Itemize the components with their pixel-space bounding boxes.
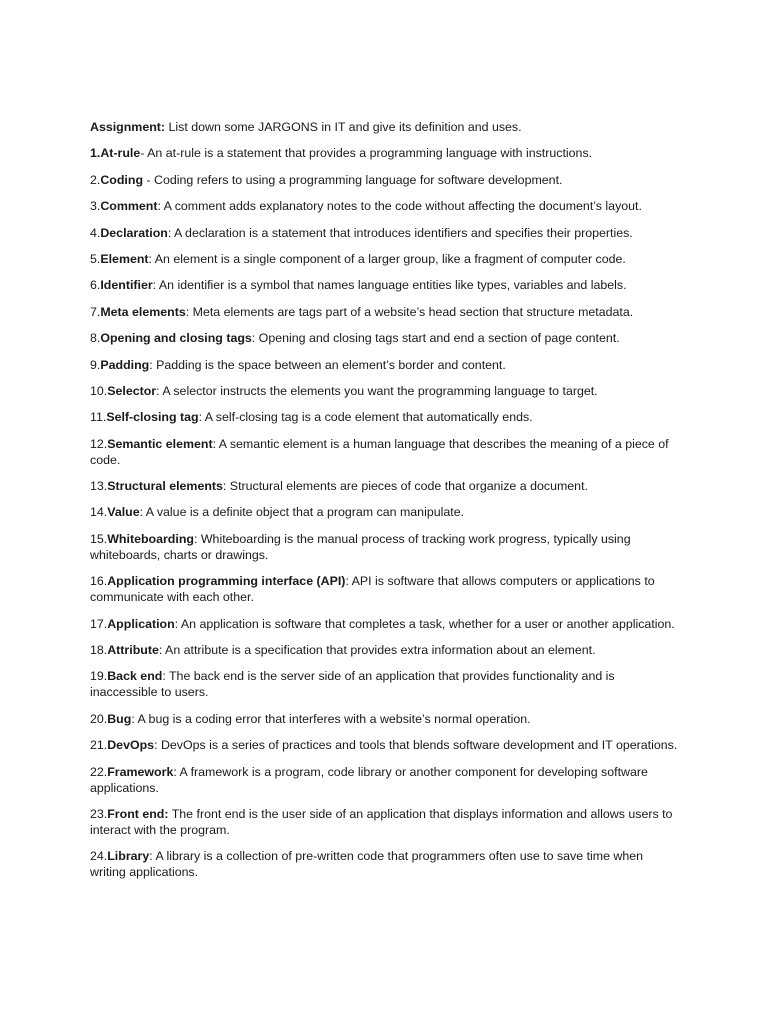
item-number: 2. [90,172,101,187]
item-number: 17. [90,616,108,631]
item-definition: : A library is a collection of pre-written code that programmers often use to save time when writing applications. [90,849,644,880]
jargon-item-15 [90,531,680,563]
jargon-item-14 [90,504,680,520]
jargon-item-4 [90,225,680,241]
jargon-item-5 [90,251,680,267]
item-number: 7. [90,304,101,319]
item-number: 16. [90,574,108,589]
item-term: Opening and closing tags [100,331,252,346]
jargon-item-8 [90,330,680,346]
item-number: 21. [90,738,108,753]
jargon-item-6 [90,277,680,293]
item-number: 11. [90,410,107,425]
jargon-item-13 [90,478,680,494]
item-term: At-rule [100,146,141,161]
item-number: 3. [90,199,101,214]
item-definition: : A declaration is a statement that introduces identifiers and specifies their properties. [167,225,633,240]
item-term: Bug [107,711,132,726]
item-number: 19. [90,669,108,684]
item-term: Attribute [107,643,159,658]
jargon-item-23 [90,806,680,838]
jargon-item-3 [90,198,680,214]
item-definition: : A semantic element is a human language that describes the meaning of a piece of code. [90,436,669,467]
jargon-item-9 [90,357,680,373]
jargon-item-12 [90,436,680,468]
assignment-label: Assignment: [90,120,166,134]
item-term: Semantic element [107,436,213,451]
item-term: Selector [107,383,157,398]
item-number: 10. [90,383,108,398]
item-definition: : Whiteboarding is the manual process of tracking work progress, typically using whiteboards, charts or drawings. [90,531,631,562]
item-definition: : An identifier is a symbol that names language entities like types, variables and labels. [152,278,627,293]
item-term: DevOps [107,738,155,753]
item-definition: : A framework is a program, code library or another component for developing software applications. [90,764,648,795]
assignment-line [90,119,680,135]
jargon-item-7 [90,304,680,320]
item-definition: : An element is a single component of a larger group, like a fragment of computer code. [148,251,626,266]
item-definition: The front end is the user side of an application that displays information and allows users to interact with the program. [90,806,673,837]
item-definition: : API is software that allows computers or applications to communicate with each other. [90,574,655,605]
assignment-text: List down some JARGONS in IT and give its definition and uses. [165,120,522,134]
item-term: Library [107,849,150,864]
item-number: 18. [90,643,108,658]
item-definition: : An application is software that completes a task, whether for a user or another application. [174,616,675,631]
jargon-item-11 [90,409,680,425]
item-term: Application [107,616,175,631]
item-term: Padding [100,357,150,372]
item-term: Framework [107,764,174,779]
item-number: 14. [90,505,108,520]
item-definition: : An attribute is a specification that provides extra information about an element. [158,643,596,658]
jargon-item-2 [90,172,680,188]
item-number: 13. [90,479,108,494]
item-term: Comment [100,199,158,214]
jargon-item-1 [90,145,680,161]
jargon-item-21 [90,737,680,753]
jargon-item-19 [90,668,680,700]
item-number: 22. [90,764,108,779]
item-definition: : Padding is the space between an element’s border and content. [149,357,506,372]
item-definition: : A comment adds explanatory notes to the code without affecting the document’s layout. [157,199,642,214]
item-term: Meta elements [100,304,186,319]
item-definition: : DevOps is a series of practices and tools that blends software development and IT operations. [154,738,678,753]
item-term: Declaration [100,225,168,240]
item-term: Front end: [107,806,169,821]
jargon-item-16 [90,573,680,605]
item-term: Whiteboarding [107,531,194,546]
jargon-item-10 [90,383,680,399]
item-term: Structural elements [107,479,223,494]
item-number: 24. [90,849,108,864]
item-number: 9. [90,357,101,372]
item-number: 12. [90,436,108,451]
item-number: 23. [90,806,108,821]
document-page [90,119,680,891]
item-definition: : A value is a definite object that a program can manipulate. [139,505,465,520]
item-number: 5. [90,251,101,266]
item-number: 8. [90,331,101,346]
item-number: 4. [90,225,101,240]
jargon-item-18 [90,642,680,658]
item-definition: : Structural elements are pieces of code that organize a document. [222,479,588,494]
item-definition: : The back end is the server side of an application that provides functionality and is inaccessible to users. [90,669,615,700]
item-number: 15. [90,531,108,546]
item-term: Self-closing tag [106,410,199,425]
item-definition: : Opening and closing tags start and end a section of page content. [251,331,620,346]
item-definition: - Coding refers to using a programming language for software development. [143,172,563,187]
item-definition: : Meta elements are tags part of a website’s head section that structure metadata. [185,304,634,319]
item-number: 1. [90,146,101,161]
jargon-item-22 [90,764,680,796]
jargon-item-24 [90,848,680,880]
item-term: Value [107,505,140,520]
item-number: 6. [90,278,101,293]
item-term: Identifier [100,278,153,293]
item-definition: : A self-closing tag is a code element that automatically ends. [198,410,533,425]
item-term: Coding [100,172,144,187]
item-definition: : A selector instructs the elements you want the programming language to target. [156,383,598,398]
item-term: Element [100,251,149,266]
item-definition: : A bug is a coding error that interferes with a website’s normal operation. [131,711,531,726]
item-term: Back end [107,669,163,684]
item-number: 20. [90,711,108,726]
jargon-item-20 [90,711,680,727]
item-definition: - An at-rule is a statement that provides a programming language with instructions. [140,146,593,161]
jargon-item-17 [90,616,680,632]
item-term: Application programming interface (API) [107,574,346,589]
